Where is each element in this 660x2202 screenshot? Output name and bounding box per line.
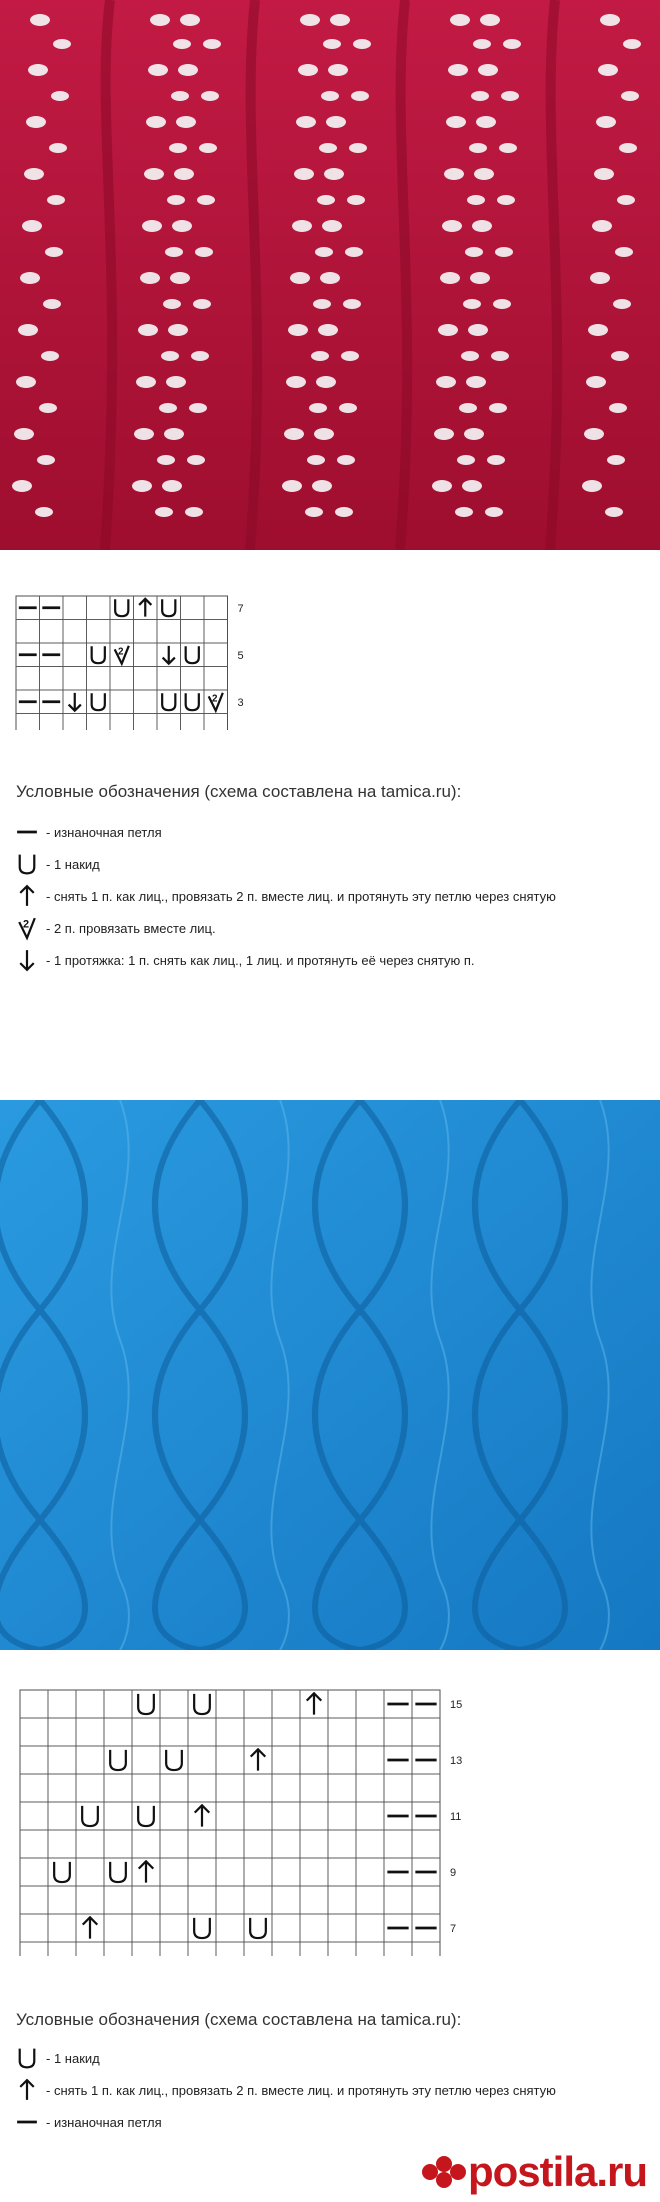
chart-row-label: 13 <box>450 1755 463 1767</box>
chart-row-label: 7 <box>237 602 244 615</box>
red-lace-knit-photo <box>0 0 660 550</box>
legend-1-title: Условные обозначения (схема составлена на tamica.ru): <box>16 782 462 801</box>
legend-text: - снять 1 п. как лиц., провязать 2 п. вместе лиц. и протянуть эту петлю через снятую <box>46 888 556 904</box>
legend-icon-k3tog <box>16 882 38 910</box>
legend-text: - снять 1 п. как лиц., провязать 2 п. вместе лиц. и протянуть эту петлю через снятую <box>46 2082 556 2098</box>
legend-text: - 1 протяжка: 1 п. снять как лиц., 1 лиц. и протянуть её через снятую п. <box>46 952 475 968</box>
legend-icon-up <box>16 2076 38 2104</box>
chart-1-grid <box>0 590 330 730</box>
chart-row-label: 11 <box>450 1811 462 1823</box>
postila-watermark <box>420 2150 647 2194</box>
legend-icon-dash <box>16 818 38 846</box>
legend-item <box>16 914 216 942</box>
chart-row-label: 5 <box>237 649 244 662</box>
chart-2-grid <box>0 1686 480 1956</box>
legend-icon-ssk <box>16 946 38 974</box>
legend-text: - 1 накид <box>46 2050 100 2066</box>
legend-text: - 1 накид <box>46 856 100 872</box>
legend-item <box>16 2108 162 2136</box>
legend-icon-dash <box>16 2108 38 2136</box>
postila-logo-icon <box>420 2152 468 2192</box>
chart-row-label: 15 <box>450 1699 463 1711</box>
postila-wordmark: postila.ru <box>468 2148 648 2195</box>
svg-text:2: 2 <box>212 693 218 705</box>
chart-row-label: 3 <box>237 696 244 709</box>
legend-item <box>16 946 475 974</box>
legend-icon-yo <box>16 2044 38 2072</box>
legend-item <box>16 2076 556 2104</box>
legend-icon-k2tog <box>16 914 38 942</box>
knitting-chart-2 <box>0 1686 660 1956</box>
legend-text: - 2 п. провязать вместе лиц. <box>46 920 216 936</box>
legend-text: - изнаночная петля <box>46 824 162 840</box>
legend-item <box>16 818 162 846</box>
svg-text:2: 2 <box>22 918 30 931</box>
legend-2-title: Условные обозначения (схема составлена на tamica.ru): <box>16 2010 462 2029</box>
legend-item <box>16 882 556 910</box>
legend-text: - изнаночная петля <box>46 2114 162 2130</box>
legend-item <box>16 2044 100 2072</box>
knitting-chart-1 <box>0 590 660 730</box>
chart-row-label: 9 <box>450 1867 457 1879</box>
blue-cable-knit-photo <box>0 1100 660 1650</box>
svg-text:2: 2 <box>118 646 124 658</box>
chart-row-label: 7 <box>450 1923 457 1935</box>
legend-icon-yo <box>16 850 38 878</box>
legend-item <box>16 850 100 878</box>
